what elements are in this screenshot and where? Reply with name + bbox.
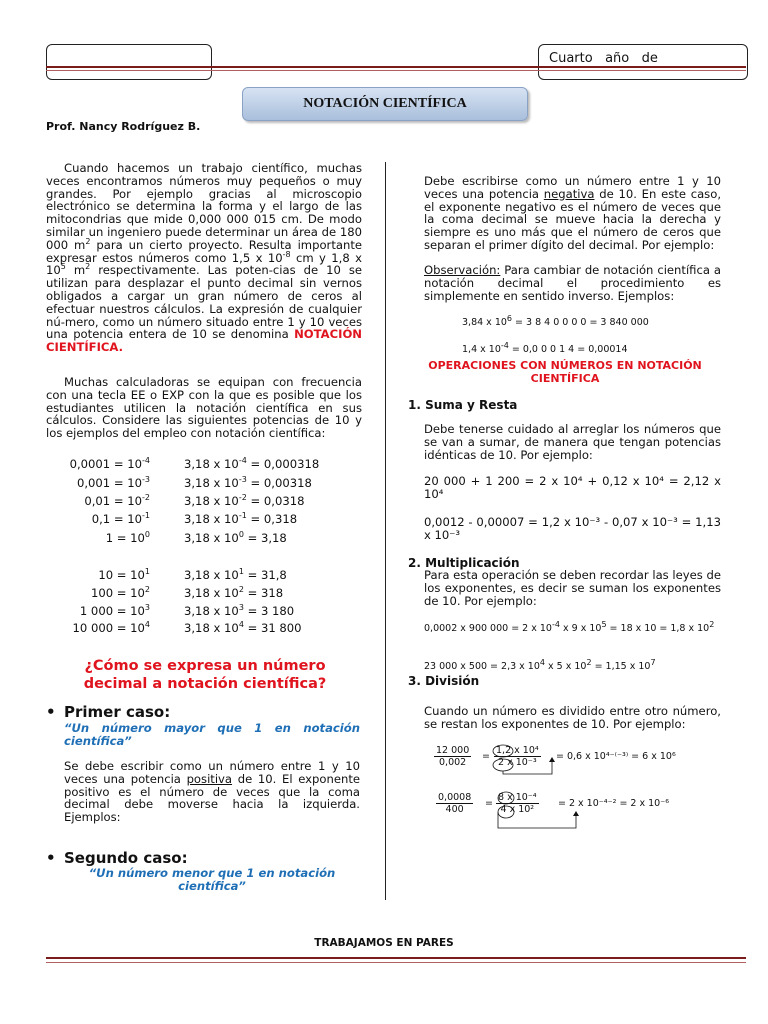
bullet-icon: • — [46, 703, 56, 721]
power-example: 3,18 x $10^1 = 31,8$ — [184, 567, 287, 582]
observation-text: Observación: Para cambiar de notación científica a notación decimal el procedimiento es simplemente en sentido inverso. Ejemplos: — [424, 263, 721, 303]
division-2-result: = 2 x 10⁻⁴⁻² = 2 x 10⁻⁶ — [558, 798, 670, 809]
power-lhs: $0,0001 = 10^{-4}$ — [69, 456, 150, 471]
division-1-result: = 0,6 x 10⁴⁻⁽⁻³⁾ = 6 x 10⁶ — [556, 751, 676, 762]
footer-text: TRABAJAMOS EN PARES — [314, 937, 454, 949]
power-lhs: $10 = 10^1$ — [98, 567, 150, 582]
case1-text: Se debe escribir como un número entre 1 y 10 veces una potencia positiva de 10. El exponente positivo es el número de veces que la coma decimal debe moverse hacia la izquierda. Ejemplos: — [64, 759, 360, 825]
power-example: 3,18 x $10^{-3} = 0,00318$ — [184, 475, 312, 490]
case1-subtitle: “Un número mayor que 1 en notación científica” — [64, 721, 360, 748]
bullet-icon: • — [46, 849, 56, 867]
decimal-example-2: 1,4 x $10^{-4} = 0,0$ 0 0 1 4 = 0,00014 — [462, 340, 628, 355]
power-lhs: $1 = 10^0$ — [105, 530, 150, 545]
power-example: 3,18 x $10^2 = 318$ — [184, 585, 284, 600]
division-2-factored: $\frac{\text{8 x 10⁻⁴}}{\text{4 x 10²}}$ — [498, 792, 537, 815]
division-1-arrow — [490, 740, 560, 776]
division-2-fraction: $\frac{0,0008}{400}$ — [438, 792, 472, 815]
header-rule-thin — [46, 70, 746, 71]
header-right-text: Cuarto año de — [549, 51, 658, 66]
power-example: 3,18 x $10^4 = 31$ 800 — [184, 620, 302, 635]
footer-rule-thin — [46, 962, 746, 963]
footer-rule — [46, 957, 746, 959]
power-example: 3,18 x $10^{-4} = 0,000318$ — [184, 456, 320, 471]
calculators-paragraph: Muchas calculadoras se equipan con frecuencia con una tecla EE o EXP con la que es posible que los estudiantes utilicen la notación científica en sus cálculos. Considere las siguientes potencias de 10 y los ejemplos del empleo con notación científica: — [46, 375, 362, 441]
case2-subtitle: “Un número menor que 1 en notación científica” — [88, 866, 336, 893]
power-lhs: $0,1 = 10^{-1}$ — [91, 511, 150, 526]
decimal-example-1: 3,84 x $10^6 = 3$ 8 4 0 0 0 0 = 3 840 000 — [462, 313, 649, 328]
power-lhs: 1 $000 = 10^3$ — [79, 603, 150, 618]
operations-heading: OPERACIONES CON NÚMEROS EN NOTACIÓN CIENTÍFICA — [428, 359, 702, 385]
intro-highlight: NOTACIÓN CIENTÍFICA. — [46, 327, 362, 355]
power-lhs: $0,01 = 10^{-2}$ — [84, 493, 150, 508]
sum-text: Debe tenerse cuidado al arreglar los números que se van a sumar, de manera que tengan potencias idénticas de 10. Por ejemplo: — [424, 422, 721, 462]
division-2-arrow — [496, 788, 586, 832]
page-title: NOTACIÓN CIENTÍFICA — [242, 87, 528, 121]
multiplication-text: Para esta operación se deben recordar las leyes de los exponentes, es decir se suman los exponentes de 10. Por ejemplo: — [424, 568, 721, 608]
division-text: Cuando un número es dividido entre otro número, se restan los exponentes de 10. Por ejemplo: — [424, 704, 721, 731]
power-example: 3,18 x $10^3 = 3$ 180 — [184, 603, 295, 618]
division-1-fraction: $\frac{12 000}{0,002}$ — [436, 745, 470, 768]
power-example: 3,18 x $10^0 = 3,18$ — [184, 530, 287, 545]
sum-equation-1: 20 000 + 1 200 = 2 x 10⁴ + 0,12 x 10⁴ = 2,12 x 10⁴ — [424, 474, 721, 501]
power-example: 3,18 x $10^{-1} = 0,318$ — [184, 511, 298, 526]
multiplication-equation-2: 23 000 x 500 = 2,3 x $10^4$ x 5 x $10^2 = 1,15$ x $10^7$ — [424, 657, 656, 672]
multiplication-equation-1: 0,0002 x 900 000 = 2 x $10^{-4}$ x 9 x $10^5 = 18$ x 10 = 1,8 x $10^2$ — [424, 619, 715, 634]
sum-heading: 1. Suma y Resta — [408, 398, 518, 412]
multiplication-heading: 2. Multiplicación — [408, 556, 520, 570]
case2-title: Segundo caso: — [64, 849, 188, 867]
power-example: 3,18 x $10^{-2} = 0,0318$ — [184, 493, 305, 508]
division-2-equals: = — [485, 798, 493, 809]
question-heading: ¿Cómo se expresa un número decimal a notación científica? — [83, 658, 327, 692]
negative-case-text: Debe escribirse como un número entre 1 y 10 veces una potencia negativa de 10. En este caso, el exponente negativo es el número de veces que la coma decimal se mueve hacia la derecha y siempre es uno más que el número de ceros que separan el primer dígito del decimal. Por ejemplo: — [424, 174, 722, 252]
column-divider — [385, 162, 386, 900]
power-lhs: $100 = 10^2$ — [90, 585, 150, 600]
intro-paragraph: Cuando hacemos un trabajo científico, muchas veces encontramos números muy pequeños o muy grandes. Por ejemplo gracias al microscopio electrónico se determina la forma y el largo de las mitocondrias que mide 0,000 000 015 cm. De modo similar un ingeniero puede determinar un área de 180 000 $m^2$ para un cierto proyecto. Resulta importante expresar estos números como 1,5 x $10^{-8}$ cm y 1,8 x $10^5$ $m^2$ respectivamente. Las poten-cias de 10 se utilizan para desplazar el punto decimal sin vernos obligados a cargar un gran número de ceros al efectuar nuestros cálculos. La expresión de cualquier nú-mero, como un número situado entre 1 y 10 veces una potencia entera de 10 se denomina NOTACIÓN CIENTÍFICA. — [46, 161, 362, 355]
division-1-equals: = — [482, 751, 490, 762]
power-lhs: $0,001 = 10^{-3}$ — [76, 475, 150, 490]
power-lhs: 10 $000 = 10^4$ — [72, 620, 150, 635]
header-rule — [46, 66, 746, 68]
header-right-box — [538, 44, 748, 80]
division-1-factored: $\frac{\text{1,2 x 10⁴}}{\text{2 x 10⁻³}}$ — [496, 745, 539, 768]
header-left-box — [46, 44, 212, 80]
sum-equation-2: 0,0012 - 0,00007 = 1,2 x 10⁻³ - 0,07 x 10⁻³ = 1,13 x 10⁻³ — [424, 515, 721, 542]
case1-title: Primer caso: — [64, 703, 171, 721]
division-heading: 3. División — [408, 674, 480, 688]
author: Prof. Nancy Rodríguez B. — [46, 120, 201, 133]
